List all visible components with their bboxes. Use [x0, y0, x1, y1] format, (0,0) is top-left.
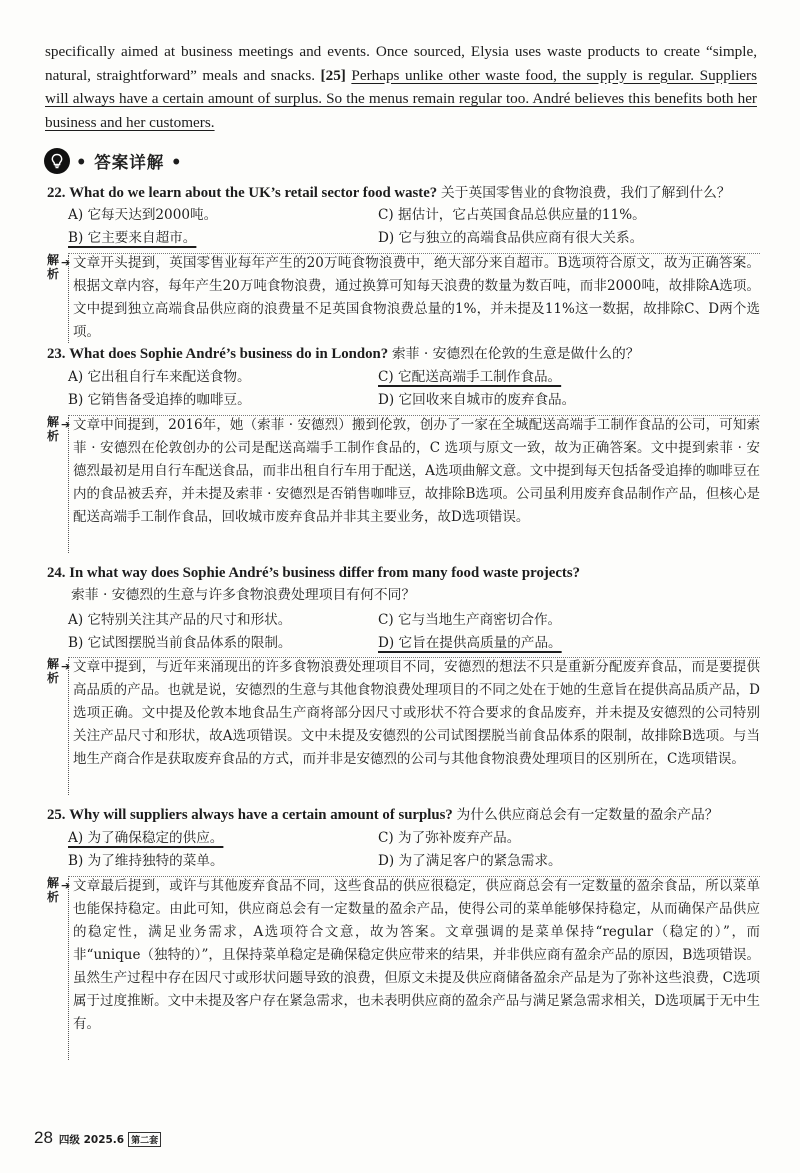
explanation-text: 文章中间提到，2016年，她（索菲 · 安德烈）搬到伦敦，创办了一家在全城配送高端手工制作食品的公司，可知索菲 · 安德烈在伦敦创办的公司是配送高端手工制作食品的，C 选项与原文一致，故为正确答案。文中提到索菲 · 安德烈最初是用自行车配送食品，而非出租自行车用于配送，A选项曲解文意。文中提到每天包括备受追捧的咖啡豆在内的食品被丢弃，并未提及索菲 · 安德烈是否销售咖啡豆，故排除B选项。公司虽利用废弃食品制作产品，但核心是配送高端手工制作食品，回收城市废弃食品并非其主要业务，故D选项错误。 — [73, 417, 760, 525]
option-b: B) 它销售备受追捧的咖啡豆。 — [68, 392, 251, 408]
options-22 — [68, 204, 758, 250]
explanation-23 — [44, 415, 760, 553]
question-marker: [25] — [320, 66, 346, 84]
explanation-tag: 解析 — [46, 657, 59, 685]
question-en: Why will suppliers always have a certain amount of surplus? — [69, 807, 453, 823]
option-c: C) 为了弥补废弃产品。 — [378, 830, 521, 846]
question-24: 24. In what way does Sophie André’s business differ from many food waste projects? 索菲 · 安德烈的生意与许多食物浪费处理项目有何不同？ — [47, 565, 580, 603]
option-c-correct: C) 它配送高端手工制作食品。 — [378, 369, 562, 385]
option-d: D) 它与独立的高端食品供应商有很大关系。 — [378, 230, 644, 246]
explanation-text: 文章中提到，与近年来涌现出的许多食物浪费处理项目不同，安德烈的想法不只是重新分配废弃食品，而是要提供高品质的产品。也就是说，安德烈的生意与其他食物浪费处理项目的不同之处在于她的生意旨在提供高品质产品，D选项正确。文中提及伦敦本地食品生产商将部分因尺寸或形状不符合要求的食品废弃，并未提及安德烈的公司特别关注产品尺寸和形状，故A选项错误。文中未提及安德烈的公司试图摆脱当前食品体系的限制，故排除B选项。与当地生产商合作是获取废弃食品的方式，而并非是安德烈的公司与其他食物浪费处理项目的区别所在，C选项错误。 — [73, 659, 760, 767]
options-24 — [68, 609, 758, 655]
explanation-tag: 解析 — [46, 415, 59, 443]
edition-badge: 第二套 — [128, 1132, 161, 1147]
passage-excerpt — [45, 40, 757, 134]
question-en: In what way does Sophie André’s business differ from many food waste projects? — [69, 565, 580, 581]
option-d: D) 为了满足客户的紧急需求。 — [378, 853, 562, 869]
option-d-correct: D) 它旨在提供高质量的产品。 — [378, 635, 562, 651]
question-zh: 索菲 · 安德烈的生意与许多食物浪费处理项目有何不同？ — [71, 587, 416, 603]
explanation-tag: 解析 — [46, 253, 59, 281]
question-en: What does Sophie André’s business do in London? — [69, 346, 389, 362]
arrow-icon: ➔ — [61, 660, 71, 673]
option-a: A) 它每天达到2000吨。 — [68, 207, 218, 223]
options-23 — [68, 366, 758, 412]
issue-label: 四级 2025.6 — [58, 1134, 125, 1146]
question-25: 25. Why will suppliers always have a certain amount of surplus? 为什么供应商总会有一定数量的盈余产品？ — [47, 807, 719, 823]
explanation-text: 文章开头提到，英国零售业每年产生的20万吨食物浪费中，绝大部分来自超市。B选项符合原文，故为正确答案。根据文章内容，每年产生20万吨食物浪费，通过换算可知每天浪费的数量为数百吨，而非2000吨，故排除A选项。文中提到独立高端食品供应商的浪费量不足英国食物浪费总量的1%，并未提及11%这一数据，故排除C、D两个选项。 — [73, 255, 760, 340]
option-b-correct: B) 它主要来自超市。 — [68, 230, 197, 246]
explanation-22 — [44, 253, 760, 343]
arrow-icon: ➔ — [61, 256, 71, 269]
page-number: 28 — [34, 1128, 53, 1147]
option-a: A) 它出租自行车来配送食物。 — [68, 369, 251, 385]
section-title: • 答案详解 • — [76, 153, 183, 172]
question-zh: 关于英国零售业的食物浪费，我们了解到什么？ — [440, 185, 731, 201]
section-header — [44, 146, 183, 176]
arrow-icon: ➔ — [61, 418, 71, 431]
explanation-text: 文章最后提到，或许与其他废弃食品不同，这些食品的供应很稳定，供应商总会有一定数量的盈余食品，所以菜单也能保持稳定。由此可知，供应商总会有一定数量的盈余产品，使得公司的菜单能够保持稳定，从而确保产品供应的稳定性，满足业务需求，A选项符合文意，故为答案。文章强调的是菜单保持“regular（稳定的）”，而非“unique（独特的）”，且保持菜单稳定是确保稳定供应带来的结果，并非供应商有盈余产品的原因，B选项错误。虽然生产过程中存在因尺寸或形状问题导致的浪费，但原文未提及供应商储备盈余产品是为了弥补这些浪费，C选项属于过度推断。文中未提及客户存在紧急需求，也未表明供应商的盈余产品与满足紧急需求相关，D选项属于无中生有。 — [73, 878, 760, 1032]
option-d: D) 它回收来自城市的废弃食品。 — [378, 392, 576, 408]
arrow-icon: ➔ — [61, 879, 71, 892]
option-c: C) 据估计，它占英国食品总供应量的11%。 — [378, 207, 646, 223]
explanation-25 — [44, 876, 760, 1060]
page-footer — [34, 1128, 161, 1148]
lightbulb-icon — [44, 148, 70, 174]
explanation-24 — [44, 657, 760, 795]
options-25 — [68, 827, 758, 873]
option-b: B) 为了维持独特的菜单。 — [68, 853, 224, 869]
question-23: 23. What does Sophie André’s business do in London? 索菲 · 安德烈在伦敦的生意是做什么的？ — [47, 346, 640, 362]
option-a: A) 它特别关注其产品的尺寸和形状。 — [68, 612, 292, 628]
option-b: B) 它试图摆脱当前食品体系的限制。 — [68, 635, 292, 651]
question-22: 22. What do we learn about the UK’s retail sector food waste? 关于英国零售业的食物浪费，我们了解到什么？ — [47, 185, 731, 201]
question-en: What do we learn about the UK’s retail sector food waste? — [69, 185, 438, 201]
underlined-answer-text: Perhaps unlike other waste food, the supply is regular. Suppliers will always have a certain amount of surplus. So the menus remain regular too. André believes this benefits both her business and her customers. — [45, 66, 757, 131]
passage-text: specifically aimed at business meetings and events. Once sourced, Elysia uses waste products to create “simple, natural, straightforward” meals and snacks. — [45, 43, 757, 84]
question-zh: 索菲 · 安德烈在伦敦的生意是做什么的？ — [391, 346, 640, 362]
question-zh: 为什么供应商总会有一定数量的盈余产品？ — [456, 807, 719, 823]
explanation-tag: 解析 — [46, 876, 59, 904]
option-c: C) 它与当地生产商密切合作。 — [378, 612, 562, 628]
option-a-correct: A) 为了确保稳定的供应。 — [68, 830, 224, 846]
